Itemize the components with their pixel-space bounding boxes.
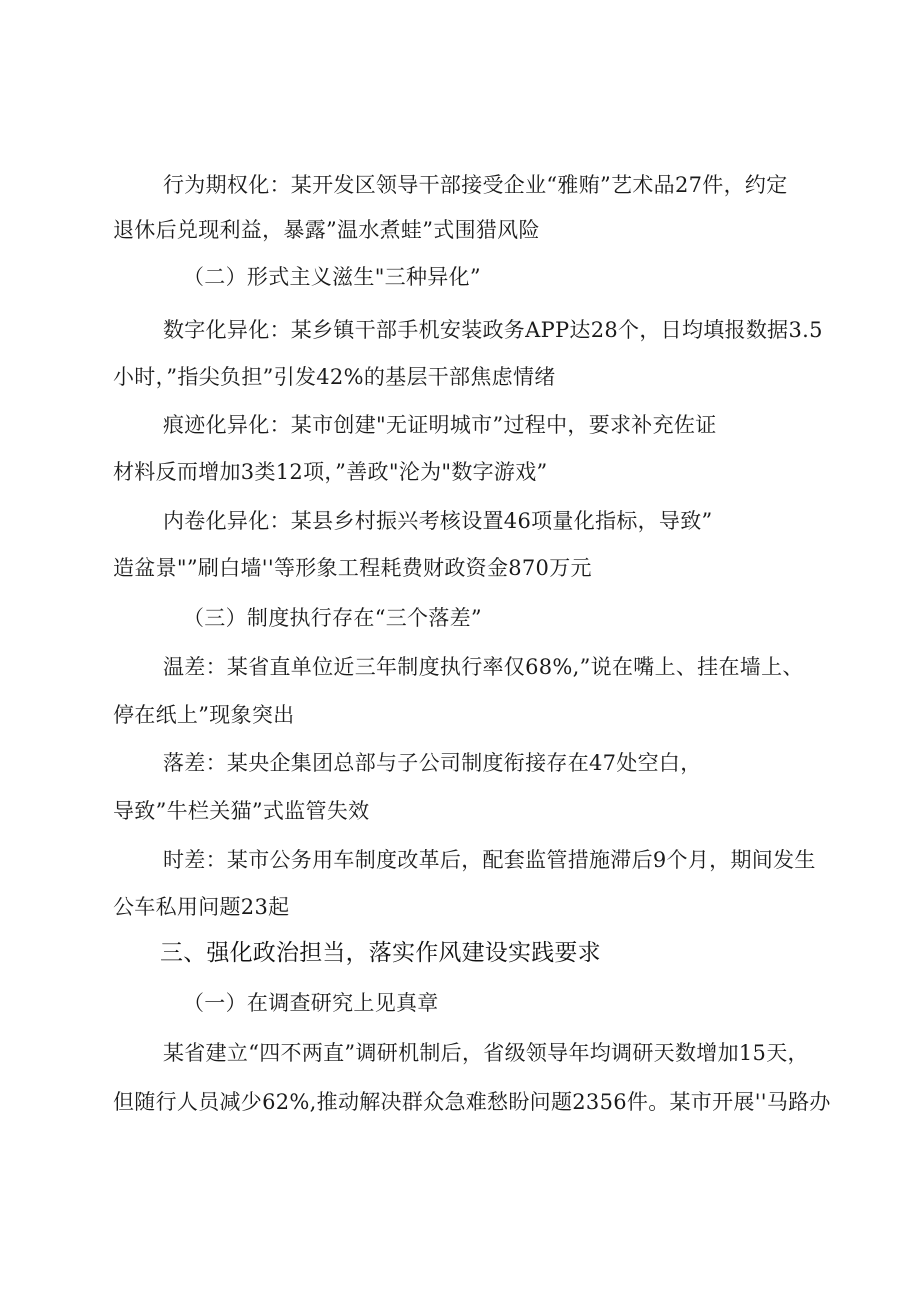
subsection-title: （三）制度执行存在“三个落差” [183, 606, 482, 630]
paragraph-line: 温差：某省直单位近三年制度执行率仅68%,”说在嘴上、挂在墙上、 [163, 655, 804, 679]
paragraph-line: 材料反而增加3类12项，”善政"沦为"数字游戏” [113, 460, 548, 484]
paragraph-line: 内卷化异化：某县乡村振兴考核设置46项量化指标，导致” [163, 509, 713, 533]
paragraph-line: 时差：某市公务用车制度改革后，配套监管措施滞后9个月，期间发生 [163, 848, 816, 872]
subsection-title: （二）形式主义滋生"三种异化” [183, 265, 481, 289]
paragraph-line: 退休后兑现利益，暴露”温水煮蛙”式围猎风险 [113, 218, 540, 242]
paragraph-line: 公车私用问题23起 [113, 895, 290, 919]
paragraph-line: 痕迹化异化：某市创建"无证明城市”过程中，要求补充佐证 [163, 413, 717, 437]
section-heading: 三、强化政治担当，落实作风建设实践要求 [160, 940, 601, 966]
paragraph-line: 数字化异化：某乡镇干部手机安装政务APP达28个，日均填报数据3.5 [163, 318, 823, 342]
subsection-title: （一）在调查研究上见真章 [183, 991, 439, 1015]
paragraph-line: 停在纸上”现象突出 [113, 703, 295, 727]
paragraph-line: 导致”牛栏关猫”式监管失效 [113, 799, 370, 823]
paragraph-line: 某省建立“四不两直”调研机制后，省级领导年均调研天数增加15天， [163, 1041, 809, 1065]
paragraph-line: 行为期权化：某开发区领导干部接受企业“雅贿”艺术品27件，约定 [163, 173, 788, 197]
paragraph-line: 但随行人员减少62%,推动解决群众急难愁盼问题2356件。某市开展''马路办 [113, 1090, 831, 1114]
paragraph-line: 落差：某央企集团总部与子公司制度衔接存在47处空白， [163, 751, 702, 775]
paragraph-line: 造盆景"”刷白墙''等形象工程耗费财政资金870万元 [113, 556, 592, 580]
paragraph-line: 小时，”指尖负担”引发42%的基层干部焦虑情绪 [113, 365, 556, 389]
